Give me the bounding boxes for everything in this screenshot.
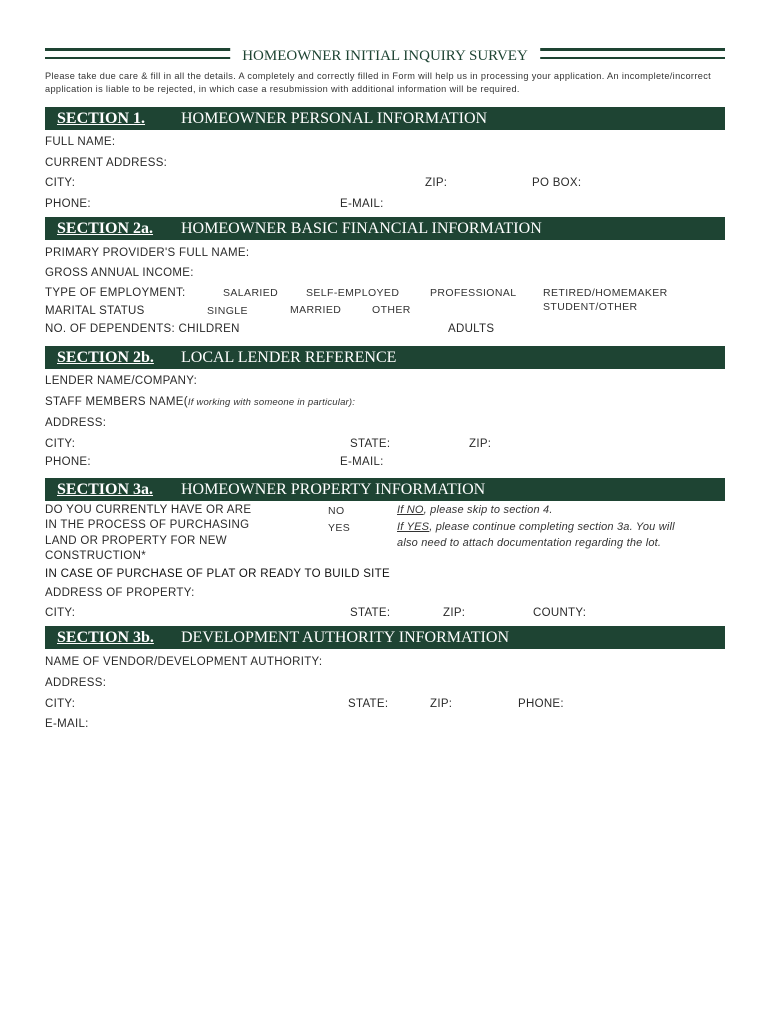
vendor-phone-field[interactable]: PHONE: — [518, 698, 564, 710]
lender-name-field[interactable]: LENDER NAME/COMPANY: — [45, 375, 198, 387]
vendor-name-field[interactable]: NAME OF VENDOR/DEVELOPMENT AUTHORITY: — [45, 656, 323, 668]
vendor-zip-field[interactable]: ZIP: — [430, 698, 453, 710]
form-title: HOMEOWNER INITIAL INQUIRY SURVEY — [230, 48, 540, 64]
lender-email-field[interactable]: E-MAIL: — [340, 456, 384, 468]
option-other[interactable]: OTHER — [372, 304, 411, 316]
section-2b-header — [45, 346, 725, 369]
section-3b-header — [45, 626, 725, 649]
property-city-field[interactable]: CITY: — [45, 607, 76, 619]
vendor-state-field[interactable]: STATE: — [348, 698, 389, 710]
city-field[interactable]: CITY: — [45, 177, 76, 189]
vendor-email-field[interactable]: E-MAIL: — [45, 718, 89, 730]
section-2b-number: SECTION 2b. — [57, 349, 154, 366]
po-box-field[interactable]: PO BOX: — [532, 177, 582, 189]
email-field[interactable]: E-MAIL: — [340, 198, 384, 210]
purchase-question-line3: LAND OR PROPERTY FOR NEW — [45, 535, 227, 547]
section-3b-title: DEVELOPMENT AUTHORITY INFORMATION — [181, 629, 509, 646]
purchase-question-line2: IN THE PROCESS OF PURCHASING — [45, 519, 250, 531]
if-no-text: , please skip to section 4. — [423, 504, 553, 516]
if-yes-instruction-line2: also need to attach documentation regarding the lot. — [397, 537, 662, 549]
section-3a-header — [45, 478, 725, 501]
section-1-header — [45, 107, 725, 130]
option-married[interactable]: MARRIED — [290, 304, 342, 316]
lender-address-field[interactable]: ADDRESS: — [45, 417, 107, 429]
lender-city-field[interactable]: CITY: — [45, 438, 76, 450]
purchase-question-line4: CONSTRUCTION* — [45, 550, 147, 562]
section-1-title: HOMEOWNER PERSONAL INFORMATION — [181, 110, 488, 127]
if-yes-text: , please continue completing section 3a. You will — [429, 521, 675, 533]
if-yes-instruction — [397, 521, 675, 533]
section-2b-title: LOCAL LENDER REFERENCE — [181, 349, 397, 366]
section-3a-title: HOMEOWNER PROPERTY INFORMATION — [181, 481, 486, 498]
full-name-field[interactable]: FULL NAME: — [45, 136, 116, 148]
purchase-question-line1: DO YOU CURRENTLY HAVE OR ARE — [45, 504, 252, 516]
dependents-children-field[interactable]: NO. OF DEPENDENTS: CHILDREN — [45, 323, 240, 335]
phone-field[interactable]: PHONE: — [45, 198, 91, 210]
option-student-other[interactable]: STUDENT/OTHER — [543, 301, 638, 313]
option-single[interactable]: SINGLE — [207, 305, 248, 317]
option-yes[interactable]: YES — [328, 522, 351, 534]
current-address-field[interactable]: CURRENT ADDRESS: — [45, 157, 168, 169]
property-zip-field[interactable]: ZIP: — [443, 607, 466, 619]
vendor-city-field[interactable]: CITY: — [45, 698, 76, 710]
vendor-address-field[interactable]: ADDRESS: — [45, 677, 107, 689]
section-2a-title: HOMEOWNER BASIC FINANCIAL INFORMATION — [181, 220, 542, 237]
option-no[interactable]: NO — [328, 505, 345, 517]
section-3a-number: SECTION 3a. — [57, 481, 154, 498]
lender-zip-field[interactable]: ZIP: — [469, 438, 492, 450]
gross-income-field[interactable]: GROSS ANNUAL INCOME: — [45, 267, 194, 279]
form-title-rule — [45, 45, 725, 65]
if-no-instruction — [397, 504, 553, 516]
property-address-field[interactable]: ADDRESS OF PROPERTY: — [45, 587, 195, 599]
provider-name-field[interactable]: PRIMARY PROVIDER'S FULL NAME: — [45, 247, 250, 259]
option-retired-homemaker[interactable]: RETIRED/HOMEMAKER — [543, 287, 668, 299]
if-no-label: If NO — [397, 504, 424, 516]
property-county-field[interactable]: COUNTY: — [533, 607, 587, 619]
lender-state-field[interactable]: STATE: — [350, 438, 391, 450]
plat-purchase-heading: IN CASE OF PURCHASE OF PLAT OR READY TO BUILD SITE — [45, 568, 390, 580]
employment-type-label: TYPE OF EMPLOYMENT: — [45, 287, 186, 299]
option-professional[interactable]: PROFESSIONAL — [430, 287, 517, 299]
section-1-number: SECTION 1. — [57, 110, 146, 127]
staff-members-note: If working with someone in particular): — [187, 397, 356, 408]
if-yes-label: If YES — [397, 521, 430, 533]
staff-members-label: STAFF MEMBERS NAME( — [45, 396, 188, 408]
marital-status-label: MARITAL STATUS — [45, 305, 145, 317]
property-state-field[interactable]: STATE: — [350, 607, 391, 619]
section-2a-header — [45, 217, 725, 240]
dependents-adults-field[interactable]: ADULTS — [448, 323, 495, 335]
section-2a-number: SECTION 2a. — [57, 220, 154, 237]
option-self-employed[interactable]: SELF-EMPLOYED — [306, 287, 400, 299]
staff-members-field[interactable] — [45, 396, 355, 408]
option-salaried[interactable]: SALARIED — [223, 287, 279, 299]
zip-field[interactable]: ZIP: — [425, 177, 448, 189]
section-3b-number: SECTION 3b. — [57, 629, 154, 646]
intro-instructions: Please take due care & fill in all the details. A completely and correctly filled in Form will help us in processing your application. An incomplete/incorrect application is liable to be rejected, in which case a resubmission with additional information will be required. — [45, 71, 712, 94]
lender-phone-field[interactable]: PHONE: — [45, 456, 91, 468]
